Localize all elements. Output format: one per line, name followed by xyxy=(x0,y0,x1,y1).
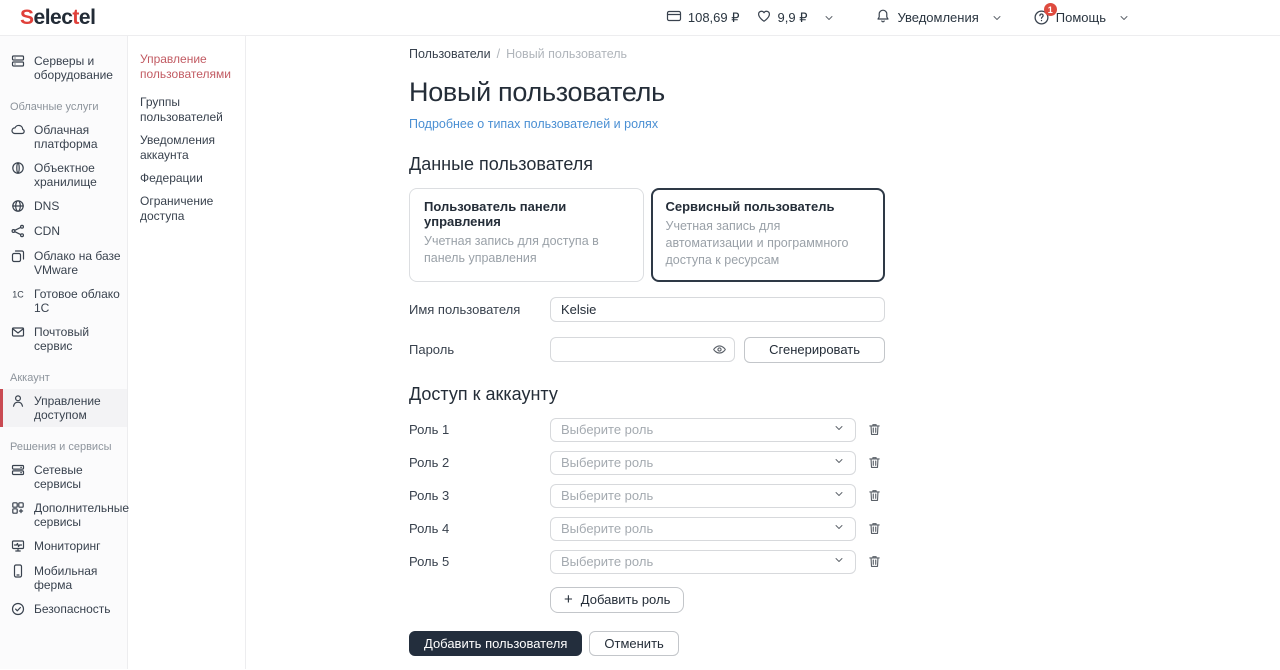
sidebar-item-dns[interactable] xyxy=(0,194,127,219)
chevron-down-icon xyxy=(833,553,845,571)
card-icon xyxy=(666,8,682,27)
help-chevron-down-icon[interactable] xyxy=(1118,12,1130,24)
cancel-button[interactable]: Отменить xyxy=(589,631,678,656)
role-label: Роль 1 xyxy=(409,422,450,438)
username-label: Имя пользователя xyxy=(409,301,521,317)
object-storage-icon xyxy=(10,160,26,176)
role-select-4[interactable] xyxy=(550,517,856,541)
page-title: Новый пользователь xyxy=(409,77,665,107)
content xyxy=(409,47,885,656)
generate-password-button[interactable]: Сгенерировать xyxy=(744,337,885,363)
sidebar-item-access-management[interactable] xyxy=(0,389,127,427)
sidebar-item-mobile-farm[interactable] xyxy=(0,559,127,597)
username-row xyxy=(409,297,885,322)
sidebar-item-label: Облако на базе VMware xyxy=(34,249,121,277)
delete-role-icon[interactable] xyxy=(867,488,882,503)
role-row-4 xyxy=(409,517,885,541)
help-label: Помощь xyxy=(1055,10,1106,25)
notifications-label: Уведомления xyxy=(897,10,979,25)
role-select-1[interactable] xyxy=(550,418,856,442)
balance-value: 108,69 ₽ xyxy=(687,9,740,25)
subnav-item-federations[interactable]: Федерации xyxy=(140,171,203,185)
role-row-1 xyxy=(409,418,885,442)
delete-role-icon[interactable] xyxy=(867,422,882,437)
vmware-cloud-icon xyxy=(10,248,26,264)
delete-role-icon[interactable] xyxy=(867,521,882,536)
chevron-down-icon xyxy=(833,421,845,439)
heart-icon xyxy=(756,8,772,27)
sidebar-section-header-cloud: Облачные услуги xyxy=(10,101,99,113)
balance-button[interactable] xyxy=(666,8,740,27)
sidebar-item-object-storage[interactable] xyxy=(0,156,127,194)
sidebar-item-label: Управление доступом xyxy=(34,394,101,422)
role-select-placeholder: Выберите роль xyxy=(561,422,654,438)
topbar-right xyxy=(666,4,1130,27)
subnav-item-user-groups[interactable]: Группы пользователей xyxy=(140,95,223,124)
role-label: Роль 5 xyxy=(409,554,450,570)
sidebar-section-header-account: Аккаунт xyxy=(10,372,50,384)
delete-role-icon[interactable] xyxy=(867,554,882,569)
role-label: Роль 3 xyxy=(409,488,450,504)
subnav-item-account-notifications[interactable]: Уведомления аккаунта xyxy=(140,133,216,162)
role-row-5 xyxy=(409,550,885,574)
eye-icon[interactable] xyxy=(712,342,727,357)
sidebar-item-servers[interactable] xyxy=(0,49,127,87)
bonus-value: 9,9 ₽ xyxy=(777,9,808,25)
sidebar-item-security[interactable] xyxy=(0,597,127,622)
cloud-icon xyxy=(10,122,26,138)
sidebar-item-cdn[interactable] xyxy=(0,219,127,244)
sidebar-item-label: Серверы и оборудование xyxy=(34,54,113,82)
breadcrumb-current: Новый пользователь xyxy=(506,47,628,61)
sidebar-item-label: Почтовый сервис xyxy=(34,325,90,353)
role-row-2 xyxy=(409,451,885,475)
role-select-5[interactable] xyxy=(550,550,856,574)
user-type-card-service-selected[interactable] xyxy=(651,188,886,282)
breadcrumb-separator: / xyxy=(496,47,501,61)
sidebar-item-network-services[interactable] xyxy=(0,458,127,496)
chevron-down-icon xyxy=(833,487,845,505)
card-title: Пользователь панели управления xyxy=(424,199,567,229)
role-row-3 xyxy=(409,484,885,508)
sidebar-item-label: Мониторинг xyxy=(34,539,101,553)
card-description: Учетная запись для автоматизации и программного доступа к ресурсам xyxy=(665,219,849,267)
add-user-button[interactable]: Добавить пользователя xyxy=(409,631,582,656)
subnav-item-access-restriction[interactable]: Ограничение доступа xyxy=(140,194,214,223)
subnav-item-user-management-active[interactable]: Управление пользователями xyxy=(140,52,231,81)
delete-role-icon[interactable] xyxy=(867,455,882,470)
bell-icon xyxy=(875,8,891,27)
card-title: Сервисный пользователь xyxy=(665,199,835,214)
sidebar-item-monitoring[interactable] xyxy=(0,534,127,559)
mobile-farm-icon xyxy=(10,563,26,579)
plus-icon: + xyxy=(564,591,573,609)
security-icon xyxy=(10,601,26,617)
user-icon xyxy=(10,393,26,409)
user-data-heading: Данные пользователя xyxy=(409,154,594,174)
password-input[interactable] xyxy=(550,337,735,362)
logo-part: elec xyxy=(33,6,73,29)
role-select-placeholder: Выберите роль xyxy=(561,488,654,504)
password-field-wrap xyxy=(550,337,735,362)
mail-icon xyxy=(10,324,26,340)
logo-part: t xyxy=(72,6,79,29)
chevron-down-icon xyxy=(833,454,845,472)
sidebar-item-cloud-platform[interactable] xyxy=(0,118,127,156)
sidebar-item-label: CDN xyxy=(34,224,60,238)
password-label: Пароль xyxy=(409,342,455,358)
globe-icon xyxy=(10,198,26,214)
chevron-down-icon xyxy=(833,520,845,538)
svg-text:1С: 1С xyxy=(12,289,24,300)
add-role-button[interactable] xyxy=(550,587,684,613)
role-select-placeholder: Выберите роль xyxy=(561,455,654,471)
help-icon xyxy=(1033,4,1053,26)
notifications-chevron-down-icon[interactable] xyxy=(991,12,1003,24)
sidebar-item-label: Сетевые сервисы xyxy=(34,463,83,491)
sidebar-item-label: Облачная платформа xyxy=(34,123,98,151)
extra-services-icon xyxy=(10,500,26,516)
help-badge: 1 xyxy=(1044,3,1057,16)
add-role-label: Добавить роль xyxy=(580,592,671,608)
layout xyxy=(0,36,1280,669)
sidebar-item-label: Мобильная ферма xyxy=(34,564,98,592)
role-select-placeholder: Выберите роль xyxy=(561,521,654,537)
network-services-icon xyxy=(10,462,26,478)
sidebar-item-label: Безопасность xyxy=(34,602,111,616)
role-select-2[interactable] xyxy=(550,451,856,475)
role-select-3[interactable] xyxy=(550,484,856,508)
sidebar-secondary xyxy=(128,36,246,669)
monitoring-icon xyxy=(10,538,26,554)
sidebar-item-1c-cloud[interactable] xyxy=(0,282,127,320)
sidebar-item-label: DNS xyxy=(34,199,60,213)
topbar xyxy=(0,0,1280,36)
sidebar-section-header-solutions: Решения и сервисы xyxy=(10,441,112,453)
bonus-button[interactable] xyxy=(756,8,808,27)
card-description: Учетная запись для доступа в панель управления xyxy=(424,234,599,265)
role-label: Роль 2 xyxy=(409,455,450,471)
logo-part: S xyxy=(20,6,34,29)
sidebar-item-mail-service[interactable] xyxy=(0,320,127,358)
notifications-button[interactable] xyxy=(875,8,978,27)
user-type-cards xyxy=(409,188,885,282)
sidebar-item-label: Дополнительные сервисы xyxy=(34,501,129,529)
billing-chevron-down-icon[interactable] xyxy=(823,12,835,24)
sidebar-item-label: Готовое облако 1С xyxy=(34,287,120,315)
help-button[interactable] xyxy=(1033,4,1106,26)
form-actions xyxy=(409,631,885,656)
selectel-logo[interactable] xyxy=(20,7,95,28)
sidebar-item-label: Объектное хранилище xyxy=(34,161,97,189)
account-access-heading: Доступ к аккаунту xyxy=(409,383,558,404)
user-type-card-panel[interactable] xyxy=(409,188,644,282)
servers-icon xyxy=(10,53,26,69)
logo-part: el xyxy=(78,6,96,29)
sidebar-primary xyxy=(0,36,128,669)
role-label: Роль 4 xyxy=(409,521,450,537)
role-select-placeholder: Выберите роль xyxy=(561,554,654,570)
username-input[interactable] xyxy=(550,297,885,322)
breadcrumb-users-link[interactable]: Пользователи xyxy=(409,47,491,61)
sidebar-item-vmware-cloud[interactable] xyxy=(0,244,127,282)
sidebar-item-extra-services[interactable] xyxy=(0,496,127,534)
breadcrumb xyxy=(409,47,885,61)
details-link[interactable]: Подробнее о типах пользователей и ролях xyxy=(409,117,659,131)
1c-icon xyxy=(10,286,26,302)
cdn-icon xyxy=(10,223,26,239)
main-panel xyxy=(246,36,1280,669)
password-row xyxy=(409,337,885,363)
